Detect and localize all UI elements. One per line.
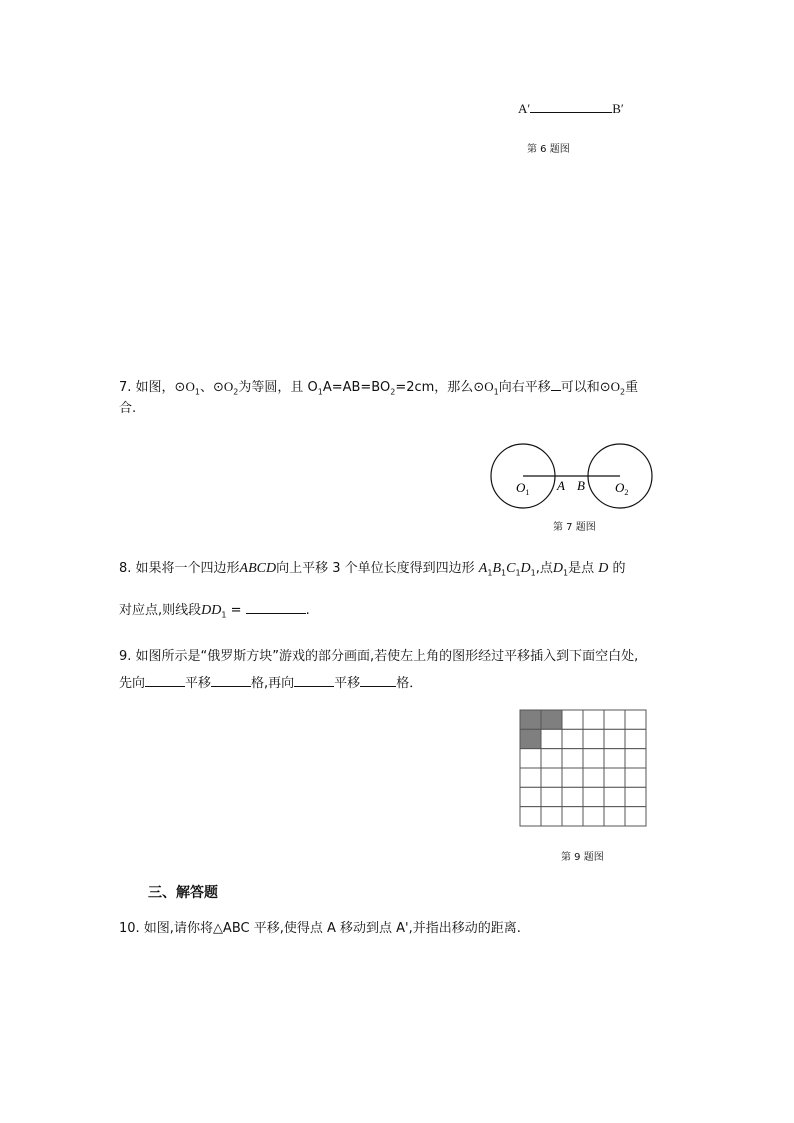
q9-blank-2 [211,674,251,687]
q8-end: . [305,603,310,618]
grid-cell [583,807,604,826]
q7-text-eq: A=AB=BO [322,380,391,395]
q8-line2a: 对应点,则线段 [119,603,202,618]
grid-cell [541,807,562,826]
q7-sub: 2 [233,387,239,397]
grid-cell [520,787,541,806]
q8-text1: 8. 如果将一个四边形 [119,561,240,576]
q9-tetris-grid [519,709,647,827]
q8-sub: 1 [221,610,227,620]
q7-text-line1 [119,378,638,402]
q9-blank-1 [145,674,185,687]
circle-symbol: ⊙ [473,380,485,395]
grid-cell [562,710,583,729]
q7-sub: 1 [317,387,323,397]
grid-cell [625,807,646,826]
q7-sep: 、 [199,380,213,395]
q8-d1: D [520,561,531,576]
q8-a1: A [478,561,488,576]
q6-segment-line [530,100,612,113]
q8-eq: = [226,603,246,618]
q7-sub: 1 [493,387,499,397]
grid-cell [604,807,625,826]
q9-blank-4 [360,674,396,687]
q8-sub: 1 [487,568,493,578]
q8-sub: 1 [563,568,569,578]
q8-c1: C [506,561,516,576]
q8-text-line2 [119,601,310,625]
q8-d: D [598,561,609,576]
grid-cell [520,749,541,768]
q7-text-start: 7. 如图， [119,380,175,395]
grid-cell [625,749,646,768]
q7-label-o1: $O_1$ [516,480,530,497]
grid-cell [520,768,541,787]
q9-p1: 先向 [119,676,146,691]
grid-cell [583,787,604,806]
q8-text5: 的 [612,561,626,576]
q7-o: O [223,379,234,394]
q8-sub: 1 [530,568,536,578]
q9-p2: 平移 [185,676,212,691]
grid-cell [625,787,646,806]
q8-text4: 是点 [568,561,595,576]
grid-cell [625,710,646,729]
grid-cell [583,768,604,787]
q8-sub: 1 [501,568,507,578]
q8-blank [246,601,306,614]
grid-cell [541,787,562,806]
q9-text-line2 [119,674,422,693]
q8-sub: 1 [515,568,521,578]
q9-caption: 第 9 题图 [561,852,604,863]
q7-text-mid: 为等圆，且 O [238,380,318,395]
grid-cell [625,768,646,787]
q9-p3: 格,再向 [251,676,295,691]
q10-text: 10. 如图,请你将△ABC 平移,使得点 A 移动到点 A',并指出移动的距离. [119,921,521,936]
q9-p4: 平移 [334,676,361,691]
grid-cell [520,807,541,826]
q7-label-b: B [577,478,585,493]
grid-cell [604,787,625,806]
grid-cell-filled [520,729,541,748]
circle-symbol: ⊙ [599,380,611,395]
grid-cell [583,749,604,768]
grid-cell [583,729,604,748]
q6-segment [518,100,624,117]
grid-cell [604,710,625,729]
q7-sub: 2 [390,387,396,397]
q7-o: O [484,379,494,394]
grid-cell-filled [541,710,562,729]
q9-p5: 格． [396,676,423,691]
q8-d1-point: D [552,561,564,576]
grid-cell [562,807,583,826]
grid-cell [562,787,583,806]
grid-cell-filled [520,710,541,729]
q7-sub: 2 [620,387,626,397]
q6-label-a: A′ [518,101,531,116]
q8-text2: 向上平移 3 个单位长度得到四边形 [276,561,475,576]
q6-caption: 第 6 题图 [527,144,570,155]
grid-cell [604,768,625,787]
q9-blank-3 [294,674,334,687]
q7-text-end: 可以和 [560,380,600,395]
grid-cell [562,768,583,787]
q7-o: O [610,379,621,394]
q9-text-line1: 9. 如图所示是“俄罗斯方块”游戏的部分画面,若使左上角的图形经过平移插入到下面空白处, [119,649,639,664]
q6-label-b: B′ [612,101,624,116]
grid-cell [583,710,604,729]
grid-cell [541,768,562,787]
q7-label-o2: $O_2$ [615,480,629,497]
q8-text-line1 [119,560,626,583]
circle-symbol: ⊙ [212,380,224,395]
q8-dd1: DD [201,603,222,618]
section-3-title: 三、解答题 [148,885,218,901]
q7-text-line2: 合. [119,401,137,416]
q7-text-cm: =2cm，那么 [395,380,474,395]
q8-text3: ,点 [535,561,553,576]
grid-cell [562,729,583,748]
q7-figure [488,440,656,514]
q7-text-last: 重 [625,380,639,395]
grid-cell [625,729,646,748]
q7-sub: 1 [194,387,200,397]
grid-cell [541,729,562,748]
q7-blank [551,378,561,391]
grid-cell [604,749,625,768]
grid-cell [604,729,625,748]
grid-cell [562,749,583,768]
q7-o: O [185,379,195,394]
q7-caption: 第 7 题图 [553,522,596,533]
q7-label-a: A [557,478,565,493]
circle-symbol: ⊙ [174,380,186,395]
q8-b1: B [492,561,502,576]
grid-cell [541,749,562,768]
q7-text-move: 向右平移 [498,380,551,395]
q8-abcd: ABCD [239,561,277,576]
